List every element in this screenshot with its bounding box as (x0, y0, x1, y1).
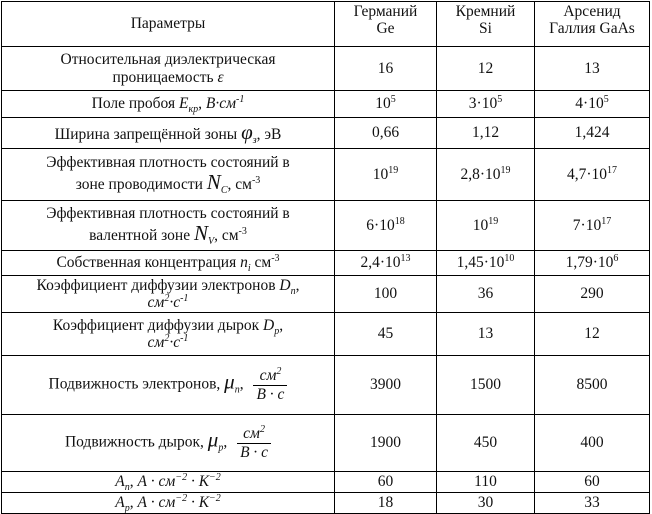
table-row (2, 91, 650, 118)
value-text: 0,66 (371, 124, 400, 142)
value-ge (335, 149, 437, 201)
value-exponent: 5 (390, 94, 396, 106)
value-exponent: 5 (603, 94, 609, 106)
value-mantissa: 10 (472, 216, 489, 234)
value-si (437, 313, 535, 356)
param-unit-sup: -3 (271, 253, 280, 265)
param-label: Коэффициент диффузии дырок (52, 316, 260, 334)
value-si (437, 201, 535, 251)
param-symbol-sub: n (234, 384, 240, 396)
value-gaas (535, 493, 650, 514)
value-ge (335, 276, 437, 313)
param-symbol-sub: n (124, 482, 130, 493)
table-row (2, 118, 650, 149)
header-params-text: Параметры (130, 15, 206, 33)
fraction-numerator-sup: 2 (276, 365, 282, 377)
value-text: 45 (377, 325, 394, 343)
header-germanium (335, 2, 437, 47)
value-text: 60 (584, 473, 600, 491)
param-symbol: μ (207, 427, 219, 452)
value-text: 8500 (576, 376, 608, 394)
param-unit-sup: -3 (251, 175, 261, 187)
value-text: 290 (580, 285, 604, 303)
value-si (437, 472, 535, 493)
param-unit: эВ (264, 126, 282, 144)
value-text: 60 (377, 473, 394, 491)
value-text: 13 (477, 325, 494, 343)
param-unit-part: ·с (169, 294, 181, 311)
param-unit: В·см (205, 95, 237, 113)
value-text: 100 (373, 285, 398, 303)
header-silicon-line1: Кремний (455, 3, 516, 20)
value-si (437, 493, 535, 514)
param-hole-mobility: Подвижность дырок, $\mu_p$, $\frac{см^2}{В \cdot с}$ (2, 415, 335, 472)
param-electron-mobility: Подвижность электронов, $\mu_n$, $\frac{см^2}{В \cdot с}$ (2, 356, 335, 415)
value-gaas (535, 472, 650, 493)
param-symbol-sub: V (207, 236, 215, 248)
param-symbol-sub: p (274, 325, 280, 337)
param-unit-part: · К (187, 473, 209, 491)
param-label: Подвижность электронов, (48, 375, 221, 393)
value-text: 30 (477, 494, 494, 512)
value-exponent: 19 (388, 164, 399, 176)
param-dielectric (2, 47, 335, 91)
param-unit-sup: -3 (238, 226, 247, 238)
value-exponent: 17 (601, 215, 612, 227)
header-gaas (535, 2, 650, 47)
header-params (2, 2, 335, 47)
table-row (2, 313, 650, 356)
value-si (437, 91, 535, 118)
table-row (2, 356, 650, 415)
value-si (437, 251, 535, 276)
value-mantissa: 10 (372, 165, 389, 183)
param-label-line2: валентной зоне (89, 227, 191, 245)
value-text: 1,424 (574, 124, 610, 142)
value-text: 450 (473, 434, 498, 452)
param-label: Поле пробоя (91, 95, 176, 113)
table-row (2, 493, 650, 514)
param-unit: А · см (137, 473, 176, 491)
param-symbol: φ (241, 120, 253, 145)
value-ge (335, 47, 437, 91)
header-gaas-line2: Галлия GaAs (549, 20, 635, 38)
param-richardson-n: $A_n$, $А \cdot см^{-2} \cdot К^{-2}$ (2, 472, 335, 493)
value-exponent: 13 (400, 253, 411, 265)
value-text: 33 (584, 494, 600, 512)
value-ge (335, 313, 437, 356)
fraction-numerator-sup: 2 (259, 423, 265, 435)
table-row (2, 251, 650, 276)
param-symbol: n (240, 254, 248, 272)
param-symbol-sub: p (218, 442, 224, 454)
value-text: 400 (580, 434, 604, 452)
param-unit: А · см (137, 494, 176, 512)
fraction-denominator: В · с (256, 385, 285, 403)
header-gaas-line1: Арсенид (563, 3, 621, 20)
value-mantissa: 2,8·10 (460, 165, 501, 183)
value-text: 110 (474, 473, 497, 491)
param-label-line2: зоне проводимости (75, 176, 203, 194)
value-gaas (535, 201, 650, 251)
param-breakdown-field: Поле пробоя $E_{кр}$, $В\cdot см^{-1}$ (2, 91, 335, 118)
value-mantissa: 4·10 (575, 95, 604, 113)
param-unit-part-sup: -1 (180, 292, 189, 304)
param-label: Подвижность дырок, (64, 433, 204, 451)
param-symbol-sub: p (124, 503, 130, 514)
param-symbol: A (115, 494, 125, 512)
param-density-conduction: Эффективная плотность состояний в зоне проводимости $N_C$, $см^{-3}$ (2, 149, 335, 201)
value-gaas (535, 415, 650, 472)
param-unit-part-sup: -1 (180, 332, 189, 344)
value-si (437, 47, 535, 91)
table-row (2, 472, 650, 493)
param-unit-sup: -1 (236, 94, 245, 106)
param-unit-part: ·с (169, 334, 181, 351)
value-mantissa: 1,45·10 (456, 254, 505, 272)
param-label: Ширина запрещённой зоны (54, 126, 238, 144)
value-si (437, 356, 535, 415)
table-row (2, 415, 650, 472)
value-exponent: 19 (488, 215, 499, 227)
param-unit-sup: −2 (175, 493, 188, 505)
value-text: 12 (584, 325, 600, 343)
fraction-numerator: см (259, 367, 277, 385)
param-intrinsic-concentration (2, 251, 335, 276)
header-silicon (437, 2, 535, 47)
header-germanium-line1: Германий (353, 3, 418, 20)
value-text: 36 (477, 285, 494, 303)
value-gaas (535, 276, 650, 313)
value-mantissa: 3·10 (468, 95, 498, 113)
value-si (437, 118, 535, 149)
table-row (2, 149, 650, 201)
value-ge (335, 415, 437, 472)
value-mantissa: 7·10 (572, 216, 602, 234)
param-symbol: ε (217, 68, 224, 86)
header-germanium-line2: Ge (376, 20, 395, 38)
value-mantissa: 6·10 (366, 216, 395, 234)
value-text: 1500 (470, 376, 501, 394)
fraction-denominator: В · с (240, 443, 269, 461)
param-unit: см (235, 176, 252, 194)
param-label-line2: проницаемость (112, 68, 214, 86)
fraction-numerator: см (243, 425, 260, 443)
value-exponent: 19 (500, 164, 511, 176)
table-row (2, 276, 650, 313)
value-gaas (535, 47, 650, 91)
value-exponent: 18 (394, 215, 405, 227)
param-label-line1: Эффективная плотность состояний в (46, 154, 290, 172)
value-text: 3900 (370, 376, 401, 394)
param-symbol-sub: i (247, 263, 251, 275)
value-ge (335, 472, 437, 493)
value-gaas (535, 356, 650, 415)
value-ge (335, 356, 437, 415)
value-mantissa: 2,4·10 (360, 254, 401, 272)
param-symbol-sub: n (290, 285, 296, 297)
param-label-line1: Эффективная плотность состояний в (46, 205, 290, 223)
value-gaas (535, 118, 650, 149)
value-exponent: 6 (613, 253, 619, 265)
value-ge (335, 493, 437, 514)
param-unit-fraction (237, 425, 271, 461)
param-density-valence: Эффективная плотность состояний в валентной зоне $N_V$, $см^{-3}$ (2, 201, 335, 251)
param-unit-sup: 2 (164, 332, 170, 344)
param-unit-sup: −2 (175, 472, 188, 484)
header-silicon-line2: Si (479, 20, 492, 38)
param-symbol-sub: C (220, 185, 228, 197)
value-exponent: 10 (504, 253, 515, 265)
param-label: Собственная концентрация (56, 254, 237, 272)
param-symbol-sub: з (252, 135, 257, 147)
param-unit-part: · К (187, 494, 209, 512)
param-unit-part-sup: −2 (209, 493, 221, 505)
param-unit-fraction (253, 367, 287, 403)
param-symbol: N (206, 170, 221, 195)
value-text: 12 (477, 59, 494, 77)
table-row (2, 201, 650, 251)
param-label: Коэффициент диффузии электронов (36, 276, 276, 294)
value-exponent: 17 (607, 164, 618, 176)
value-gaas (535, 91, 650, 118)
param-symbol: A (115, 473, 125, 491)
value-ge (335, 251, 437, 276)
param-band-gap: Ширина запрещённой зоны $\varphi_з$, эВ (2, 118, 335, 149)
param-unit-sup: 2 (164, 292, 170, 304)
param-symbol: N (193, 221, 208, 246)
value-si (437, 276, 535, 313)
table-row (2, 47, 650, 91)
value-ge (335, 91, 437, 118)
value-gaas (535, 251, 650, 276)
value-si (437, 149, 535, 201)
value-text: 13 (584, 59, 600, 77)
value-mantissa: 1,79·10 (565, 254, 614, 272)
param-symbol: D (279, 276, 291, 294)
value-exponent: 5 (497, 94, 503, 106)
value-ge (335, 201, 437, 251)
param-label-line1: Относительная диэлектрическая (60, 51, 276, 69)
value-gaas (535, 313, 650, 356)
value-gaas (535, 149, 650, 201)
value-text: 1,12 (471, 124, 500, 142)
value-text: 18 (377, 494, 394, 512)
param-unit-part-sup: −2 (209, 472, 221, 484)
semiconductor-parameters-table (1, 1, 650, 514)
param-richardson-p: $A_p$, $А \cdot см^{-2} \cdot К^{-2}$ (2, 493, 335, 514)
header-row (2, 2, 650, 47)
param-symbol: D (263, 316, 275, 334)
value-text: 16 (377, 59, 394, 77)
param-unit: см (221, 227, 239, 245)
param-symbol: E (179, 95, 189, 113)
value-text: 1900 (370, 434, 401, 452)
value-ge (335, 118, 437, 149)
param-electron-diffusion: Коэффициент диффузии электронов $D_n$, $см^2\cdot с^{-1}$ (2, 276, 335, 313)
value-mantissa: 10 (375, 95, 391, 113)
param-hole-diffusion: Коэффициент диффузии дырок $D_p$, $см^2\cdot с^{-1}$ (2, 313, 335, 356)
param-unit: см (147, 294, 165, 311)
param-unit: см (254, 254, 272, 272)
param-symbol-sub: кр (188, 104, 199, 116)
value-si (437, 415, 535, 472)
value-mantissa: 4,7·10 (566, 165, 608, 183)
param-symbol: μ (224, 369, 235, 394)
param-unit: см (147, 334, 165, 351)
